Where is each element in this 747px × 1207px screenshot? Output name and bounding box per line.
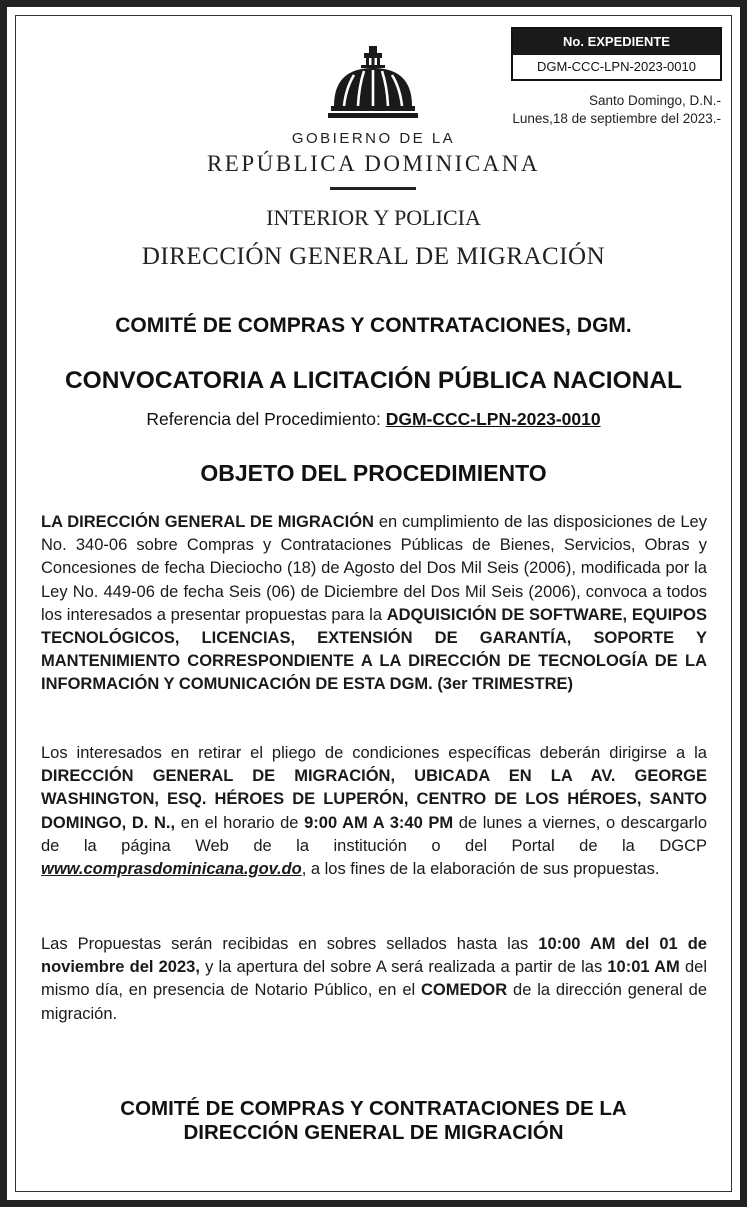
p3-text-b: y la apertura del sobre A será realizada a partir de las [199,958,608,977]
p2-address: DIRECCIÓN GENERAL DE MIGRACIÓN, UBICADA EN LA AV. GEORGE WASHINGTON, ESQ. HÉROES DE LUPERÓN, CENTRO DE LOS HÉROES, SANTO DOMINGO, D. N., [41,767,707,832]
reference-label: Referencia del Procedimiento: [146,409,386,429]
government-line-1: GOBIERNO DE LA [291,130,456,147]
p3-venue: COMEDOR [421,981,508,1000]
paragraph-objeto [41,511,707,697]
p1-text: en cumplimiento de las disposiciones de Ley No. 340-06 sobre Compras y Contrataciones Públicas de Bienes, Servicios, Obras y Concesiones de fecha Dieciocho (18) de Agosto del Dos Mil Seis (2006), modificada por la Ley No. 449-06 de fecha Seis (06) de Diciembre del Dos Mil Seis (2006), convoca a todos los interesados a presentar propuestas para la [41,513,707,624]
footer-line-2: DIRECCIÓN GENERAL DE MIGRACIÓN [183,1121,564,1144]
footer-signature [0,1097,747,1145]
expediente-number: DGM-CCC-LPN-2023-0010 [537,59,696,74]
agency-name: DIRECCIÓN GENERAL DE MIGRACIÓN [141,243,606,270]
reference-code: DGM-CCC-LPN-2023-0010 [385,409,601,429]
p3-text-c: del mismo día, en presencia de Notario Público, en el [41,958,707,1000]
p3-opening-time: 10:01 AM [607,958,680,977]
date: Lunes,18 de septiembre del 2023.- [512,111,721,126]
p1-object: ADQUISICIÓN DE SOFTWARE, EQUIPOS TECNOLÓGICOS, LICENCIAS, EXTENSIÓN DE GARANTÍA, SOPORTE Y MANTENIMIENTO CORRESPONDIENTE A LA DIRECCIÓN DE TECNOLOGÍA DE LA INFORMACIÓN Y COMUNICACIÓN DE ESTA DGM. (3er TRIMESTRE) [41,605,707,694]
objeto-heading: OBJETO DEL PROCEDIMIENTO [200,460,547,486]
p3-deadline: 10:00 AM del 01 de noviembre del 2023, [41,935,707,977]
p2-hours: 9:00 AM A 3:40 PM [304,813,454,832]
divider [330,187,416,190]
p2-text-c: de lunes a viernes, o descargarlo de la página Web de la institución o del Portal de la DGCP [41,813,707,855]
expediente-box [511,27,722,81]
government-line-2: REPÚBLICA DOMINICANA [206,151,541,176]
notice-title: CONVOCATORIA A LICITACIÓN PÚBLICA NACIONAL [64,367,682,394]
portal-link[interactable]: www.comprasdominicana.gov.do [41,860,302,879]
p3-text-a: Las Propuestas serán recibidas en sobres sellados hasta las [41,935,539,953]
place-date [512,92,721,128]
place: Santo Domingo, D.N.- [588,93,721,108]
paragraph-pliego [41,742,707,881]
committee-heading: COMITÉ DE COMPRAS Y CONTRATACIONES, DGM. [115,314,632,337]
footer-line-1: COMITÉ DE COMPRAS Y CONTRATACIONES DE LA [120,1097,627,1120]
ministry-name: INTERIOR Y POLICIA [266,205,481,230]
paragraph-propuestas [41,933,707,1026]
p3-text-d: de la dirección general de migración. [41,981,707,1023]
expediente-label: No. EXPEDIENTE [513,29,720,55]
p1-agency: LA DIRECCIÓN GENERAL DE MIGRACIÓN [41,513,374,531]
procedure-reference [0,409,747,430]
p2-text-d: , a los fines de la elaboración de sus propuestas. [301,860,660,879]
government-dome-logo [328,44,418,120]
p2-text-b: en el horario de [175,813,305,832]
p2-text-a: Los interesados en retirar el pliego de condiciones específicas deberán dirigirse a la [41,744,707,762]
